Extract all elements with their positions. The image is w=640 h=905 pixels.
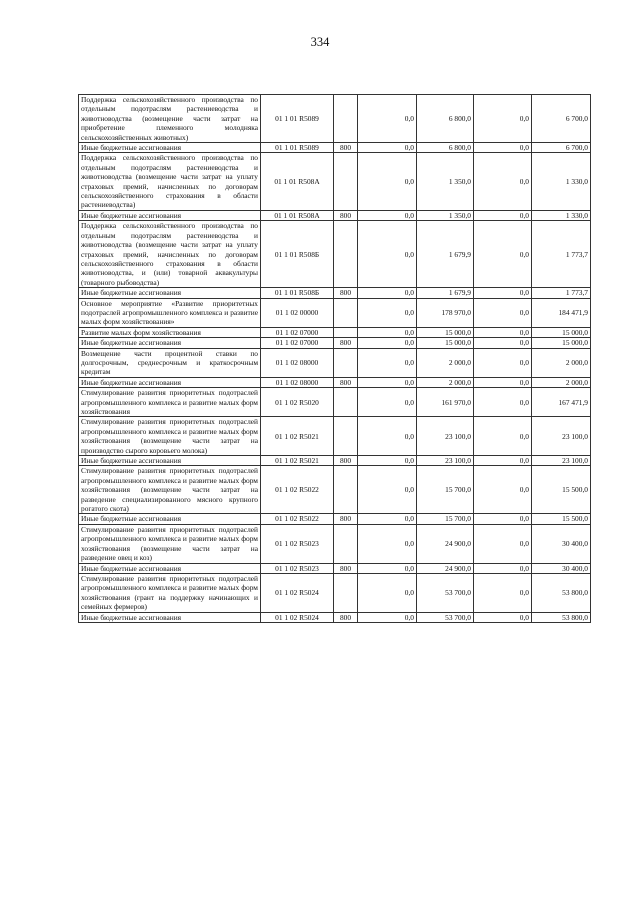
row-expense-type-cell [334, 153, 358, 210]
row-value-4-cell: 15 000,0 [532, 327, 591, 337]
row-value-3-cell: 0,0 [474, 524, 532, 563]
row-value-2-cell: 24 900,0 [417, 563, 474, 573]
row-code-cell: 01 1 02 08000 [261, 377, 334, 387]
table-row [79, 210, 591, 220]
row-value-4-cell: 2 000,0 [532, 348, 591, 377]
row-value-3-cell: 0,0 [474, 612, 532, 622]
row-value-3-cell: 0,0 [474, 348, 532, 377]
row-name-cell: Стимулирование развития приоритетных подотраслей агропромышленного комплекса и развитие малых форм хозяйствования (возмещение части затрат на разведение овец и коз) [79, 524, 261, 563]
row-name-cell: Стимулирование развития приоритетных подотраслей агропромышленного комплекса и развитие малых форм хозяйствования (грант на поддержку начинающих и семейных фермеров) [79, 573, 261, 612]
table-row [79, 417, 591, 456]
row-name-cell: Иные бюджетные ассигнования [79, 143, 261, 153]
row-expense-type-cell: 800 [334, 377, 358, 387]
row-value-2-cell: 2 000,0 [417, 348, 474, 377]
row-value-4-cell: 15 500,0 [532, 514, 591, 524]
row-value-4-cell: 6 700,0 [532, 143, 591, 153]
table-row [79, 298, 591, 327]
row-name-cell: Иные бюджетные ассигнования [79, 338, 261, 348]
row-code-cell: 01 1 02 08000 [261, 348, 334, 377]
row-expense-type-cell: 800 [334, 612, 358, 622]
row-name-cell: Иные бюджетные ассигнования [79, 612, 261, 622]
row-expense-type-cell: 800 [334, 210, 358, 220]
row-code-cell: 01 1 02 R5024 [261, 612, 334, 622]
row-code-cell: 01 1 02 R5021 [261, 456, 334, 466]
row-name-cell: Поддержка сельскохозяйственного производства по отдельным подотраслям растениеводства и животноводства (возмещение части затрат на приобретение племенного молодняка сельскохозяйственных животных) [79, 95, 261, 143]
row-value-3-cell: 0,0 [474, 288, 532, 298]
row-expense-type-cell [334, 417, 358, 456]
row-value-1-cell: 0,0 [358, 524, 417, 563]
row-code-cell: 01 1 01 R508А [261, 210, 334, 220]
row-value-1-cell: 0,0 [358, 573, 417, 612]
row-value-3-cell: 0,0 [474, 221, 532, 288]
row-value-2-cell: 2 000,0 [417, 377, 474, 387]
row-code-cell: 01 1 02 R5020 [261, 388, 334, 417]
row-value-2-cell: 1 679,9 [417, 288, 474, 298]
row-value-2-cell: 1 350,0 [417, 210, 474, 220]
row-name-cell: Иные бюджетные ассигнования [79, 514, 261, 524]
row-value-4-cell: 2 000,0 [532, 377, 591, 387]
row-expense-type-cell [334, 327, 358, 337]
row-name-cell: Иные бюджетные ассигнования [79, 563, 261, 573]
page-number: 334 [310, 35, 330, 49]
row-value-1-cell: 0,0 [358, 388, 417, 417]
row-value-2-cell: 6 800,0 [417, 95, 474, 143]
row-code-cell: 01 1 02 R5023 [261, 524, 334, 563]
row-expense-type-cell [334, 298, 358, 327]
row-value-1-cell: 0,0 [358, 514, 417, 524]
row-code-cell: 01 1 02 R5021 [261, 417, 334, 456]
row-value-3-cell: 0,0 [474, 327, 532, 337]
row-value-1-cell: 0,0 [358, 466, 417, 514]
row-name-cell: Стимулирование развития приоритетных подотраслей агропромышленного комплекса и развитие малых форм хозяйствования (возмещение части затрат на разведение специализированного мясного крупного рогатого скота) [79, 466, 261, 514]
row-name-cell: Основное мероприятие «Развитие приоритетных подотраслей агропромышленного комплекса и развитие малых форм хозяйствования» [79, 298, 261, 327]
row-value-2-cell: 161 970,0 [417, 388, 474, 417]
budget-table [78, 94, 591, 623]
row-expense-type-cell [334, 348, 358, 377]
table-row [79, 221, 591, 288]
row-value-2-cell: 53 700,0 [417, 612, 474, 622]
row-value-3-cell: 0,0 [474, 466, 532, 514]
row-expense-type-cell: 800 [334, 514, 358, 524]
row-expense-type-cell: 800 [334, 143, 358, 153]
row-value-3-cell: 0,0 [474, 210, 532, 220]
row-value-1-cell: 0,0 [358, 563, 417, 573]
row-value-1-cell: 0,0 [358, 417, 417, 456]
row-value-4-cell: 1 773,7 [532, 221, 591, 288]
row-value-2-cell: 15 700,0 [417, 466, 474, 514]
table-row [79, 288, 591, 298]
row-expense-type-cell [334, 573, 358, 612]
row-expense-type-cell [334, 95, 358, 143]
budget-table-body [79, 95, 591, 623]
table-row [79, 388, 591, 417]
row-value-2-cell: 6 800,0 [417, 143, 474, 153]
table-row [79, 327, 591, 337]
row-value-2-cell: 15 700,0 [417, 514, 474, 524]
row-value-4-cell: 23 100,0 [532, 417, 591, 456]
row-value-4-cell: 15 000,0 [532, 338, 591, 348]
row-value-3-cell: 0,0 [474, 298, 532, 327]
row-name-cell: Иные бюджетные ассигнования [79, 288, 261, 298]
row-value-4-cell: 1 330,0 [532, 210, 591, 220]
row-value-1-cell: 0,0 [358, 338, 417, 348]
row-value-2-cell: 24 900,0 [417, 524, 474, 563]
row-value-1-cell: 0,0 [358, 153, 417, 210]
row-name-cell: Поддержка сельскохозяйственного производства по отдельным подотраслям растениеводства и животноводства (возмещение части затрат на уплату страховых премий, начисленных по договорам сельскохозяйственного страхования в области животноводства, и (или) товарной аквакультуры (товарного рыбоводства) [79, 221, 261, 288]
row-expense-type-cell [334, 524, 358, 563]
row-name-cell: Развитие малых форм хозяйствования [79, 327, 261, 337]
row-expense-type-cell [334, 466, 358, 514]
row-name-cell: Возмещение части процентной ставки по долгосрочным, среднесрочным и краткосрочным кредитам [79, 348, 261, 377]
row-code-cell: 01 1 02 R5024 [261, 573, 334, 612]
table-row [79, 466, 591, 514]
row-value-2-cell: 15 000,0 [417, 327, 474, 337]
table-row [79, 377, 591, 387]
row-value-3-cell: 0,0 [474, 153, 532, 210]
row-value-2-cell: 1 350,0 [417, 153, 474, 210]
row-value-2-cell: 178 970,0 [417, 298, 474, 327]
row-expense-type-cell: 800 [334, 288, 358, 298]
table-row [79, 563, 591, 573]
row-value-2-cell: 1 679,9 [417, 221, 474, 288]
row-code-cell: 01 1 02 07000 [261, 327, 334, 337]
row-value-4-cell: 23 100,0 [532, 456, 591, 466]
row-value-2-cell: 23 100,0 [417, 456, 474, 466]
row-value-2-cell: 15 000,0 [417, 338, 474, 348]
row-name-cell: Иные бюджетные ассигнования [79, 210, 261, 220]
row-code-cell: 01 1 02 R5022 [261, 514, 334, 524]
table-row [79, 153, 591, 210]
row-value-1-cell: 0,0 [358, 210, 417, 220]
row-code-cell: 01 1 02 R5022 [261, 466, 334, 514]
row-value-1-cell: 0,0 [358, 377, 417, 387]
row-name-cell: Стимулирование развития приоритетных подотраслей агропромышленного комплекса и развитие малых форм хозяйствования [79, 388, 261, 417]
row-code-cell: 01 1 02 R5023 [261, 563, 334, 573]
row-value-1-cell: 0,0 [358, 143, 417, 153]
row-name-cell: Поддержка сельскохозяйственного производства по отдельным подотраслям растениеводства и животноводства (возмещение части затрат на уплату страховых премий, начисленных по договорам сельскохозяйственного страхования в области растениеводства) [79, 153, 261, 210]
row-value-4-cell: 30 400,0 [532, 524, 591, 563]
row-code-cell: 01 1 01 R5089 [261, 95, 334, 143]
table-row [79, 95, 591, 143]
row-value-3-cell: 0,0 [474, 377, 532, 387]
row-value-1-cell: 0,0 [358, 298, 417, 327]
row-value-3-cell: 0,0 [474, 573, 532, 612]
row-expense-type-cell: 800 [334, 456, 358, 466]
table-row [79, 514, 591, 524]
row-value-1-cell: 0,0 [358, 348, 417, 377]
row-name-cell: Стимулирование развития приоритетных подотраслей агропромышленного комплекса и развитие малых форм хозяйствования (возмещение части затрат на производство сырого коровьего молока) [79, 417, 261, 456]
row-code-cell: 01 1 01 R5089 [261, 143, 334, 153]
row-value-2-cell: 23 100,0 [417, 417, 474, 456]
row-name-cell: Иные бюджетные ассигнования [79, 377, 261, 387]
row-value-3-cell: 0,0 [474, 143, 532, 153]
row-value-4-cell: 53 800,0 [532, 573, 591, 612]
row-value-4-cell: 6 700,0 [532, 95, 591, 143]
row-value-4-cell: 167 471,9 [532, 388, 591, 417]
row-expense-type-cell [334, 388, 358, 417]
row-value-1-cell: 0,0 [358, 288, 417, 298]
table-row [79, 338, 591, 348]
row-value-3-cell: 0,0 [474, 417, 532, 456]
row-value-1-cell: 0,0 [358, 95, 417, 143]
row-value-3-cell: 0,0 [474, 563, 532, 573]
row-value-4-cell: 15 500,0 [532, 466, 591, 514]
row-value-3-cell: 0,0 [474, 338, 532, 348]
row-value-4-cell: 30 400,0 [532, 563, 591, 573]
row-value-1-cell: 0,0 [358, 612, 417, 622]
table-row [79, 573, 591, 612]
row-value-1-cell: 0,0 [358, 456, 417, 466]
row-name-cell: Иные бюджетные ассигнования [79, 456, 261, 466]
row-code-cell: 01 1 02 00000 [261, 298, 334, 327]
row-value-3-cell: 0,0 [474, 456, 532, 466]
table-row [79, 348, 591, 377]
row-value-4-cell: 53 800,0 [532, 612, 591, 622]
row-code-cell: 01 1 02 07000 [261, 338, 334, 348]
row-value-4-cell: 184 471,9 [532, 298, 591, 327]
row-expense-type-cell [334, 221, 358, 288]
table-row [79, 524, 591, 563]
row-expense-type-cell: 800 [334, 338, 358, 348]
row-value-3-cell: 0,0 [474, 388, 532, 417]
row-code-cell: 01 1 01 R508А [261, 153, 334, 210]
row-value-3-cell: 0,0 [474, 95, 532, 143]
row-value-1-cell: 0,0 [358, 327, 417, 337]
row-value-1-cell: 0,0 [358, 221, 417, 288]
row-code-cell: 01 1 01 R508Б [261, 288, 334, 298]
table-row [79, 612, 591, 622]
row-value-3-cell: 0,0 [474, 514, 532, 524]
row-code-cell: 01 1 01 R508Б [261, 221, 334, 288]
row-value-4-cell: 1 773,7 [532, 288, 591, 298]
table-row [79, 456, 591, 466]
row-value-4-cell: 1 330,0 [532, 153, 591, 210]
table-row [79, 143, 591, 153]
row-value-2-cell: 53 700,0 [417, 573, 474, 612]
row-expense-type-cell: 800 [334, 563, 358, 573]
